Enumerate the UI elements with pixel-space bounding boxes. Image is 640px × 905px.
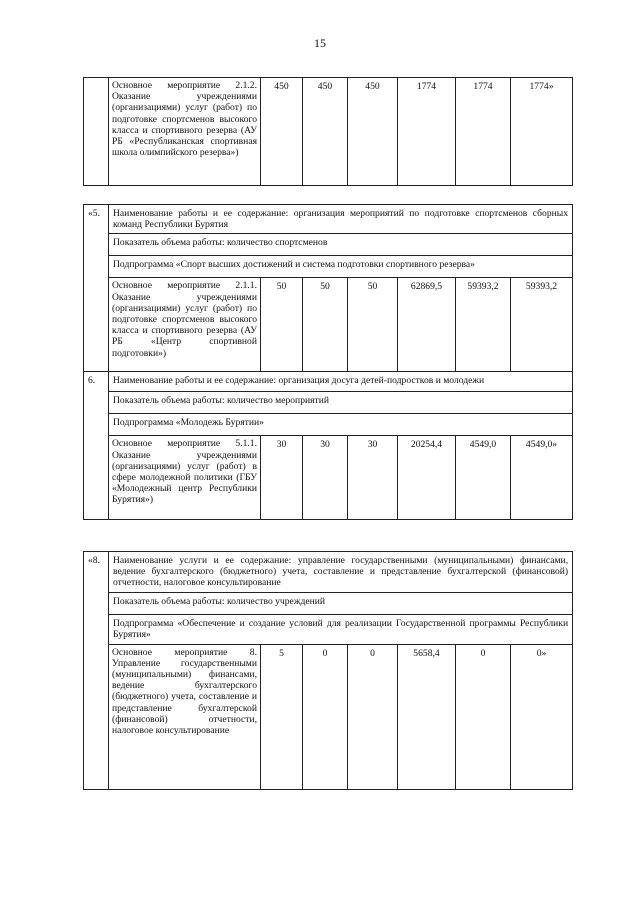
- value-cell: 450: [261, 78, 303, 186]
- event-cell: Основное мероприятие 8. Управление государственными (муниципальными) финансами, ведение бухгалтерского (бюджетного) учета, составление и представление бухгалтерской (финансовой) отчетности, налоговое консультирование: [109, 644, 261, 789]
- value-cell: 30: [348, 436, 398, 520]
- event-cell: Основное мероприятие 2.1.2. Оказание учреждениями (организациями) услуг (работ) по подготовке спортсменов высокого класса и спортивного резерва (АУ РБ «Республиканская спортивная школа олимпийского резерва»): [109, 78, 261, 186]
- indicator-row: [84, 392, 573, 414]
- value-cell: 450: [348, 78, 398, 186]
- table-row: [84, 78, 573, 186]
- section-title-row: [84, 552, 573, 593]
- table-row: [84, 278, 573, 372]
- event-cell: Основное мероприятие 5.1.1. Оказание учреждениями (организациями) услуг (работ) в сфере молодежной политики (ГБУ «Молодежный центр Республики Бурятия»): [109, 436, 261, 520]
- indicator-cell: Показатель объема работы: количество мероприятий: [109, 392, 573, 414]
- table-works: [83, 204, 573, 520]
- indicator-row: [84, 234, 573, 256]
- value-cell: 30: [303, 436, 348, 520]
- section-title: Наименование услуги и ее содержание: управление государственными (муниципальными) финансами, ведение бухгалтерского (бюджетного) учета, составление и представление бухгалтерской (финансовой) отчетности, налоговое консультирование: [109, 552, 573, 593]
- value-cell: 30: [261, 436, 303, 520]
- value-cell: 0: [303, 644, 348, 789]
- value-cell: 50: [261, 278, 303, 372]
- value-cell: 50: [303, 278, 348, 372]
- section-title: Наименование работы и ее содержание: организация досуга детей-подростков и молодежи: [109, 372, 573, 392]
- value-cell: 4549,0: [456, 436, 511, 520]
- value-cell: 59393,2: [511, 278, 573, 372]
- subprogram-row: [84, 614, 573, 644]
- section-number-cell: 6.: [84, 372, 109, 520]
- table-continuation: [83, 77, 573, 186]
- table-services: [83, 551, 573, 790]
- subprogram-cell: Подпрограмма «Спорт высших достижений и система подготовки спортивного резерва»: [109, 256, 573, 278]
- value-cell: 5658,4: [398, 644, 456, 789]
- value-cell: 50: [348, 278, 398, 372]
- section-number-cell: «5.: [84, 205, 109, 372]
- section-title-row: [84, 372, 573, 392]
- value-cell: 1774»: [511, 78, 573, 186]
- subprogram-row: [84, 414, 573, 436]
- value-cell: 20254,4: [398, 436, 456, 520]
- value-cell: 0: [456, 644, 511, 789]
- indicator-row: [84, 592, 573, 614]
- section-title: Наименование работы и ее содержание: организация мероприятий по подготовке спортсменов сборных команд Республики Бурятия: [109, 205, 573, 234]
- page-number: 15: [314, 36, 326, 50]
- subprogram-cell: Подпрограмма «Обеспечение и создание условий для реализации Государственной программы Республики Бурятия»: [109, 614, 573, 644]
- indicator-cell: Показатель объема работы: количество спортсменов: [109, 234, 573, 256]
- value-cell: 0: [348, 644, 398, 789]
- table-row: [84, 644, 573, 789]
- indicator-cell: Показатель объема работы: количество учреждений: [109, 592, 573, 614]
- row-number-cell: [84, 78, 109, 186]
- value-cell: 1774: [398, 78, 456, 186]
- table-row: [84, 436, 573, 520]
- section-title-row: [84, 205, 573, 234]
- value-cell: 62869,5: [398, 278, 456, 372]
- value-cell: 59393,2: [456, 278, 511, 372]
- value-cell: 4549,0»: [511, 436, 573, 520]
- value-cell: 5: [261, 644, 303, 789]
- value-cell: 0»: [511, 644, 573, 789]
- subprogram-cell: Подпрограмма «Молодежь Бурятии»: [109, 414, 573, 436]
- value-cell: 1774: [456, 78, 511, 186]
- section-number-cell: «8.: [84, 552, 109, 790]
- subprogram-row: [84, 256, 573, 278]
- value-cell: 450: [303, 78, 348, 186]
- event-cell: Основное мероприятие 2.1.1. Оказание учреждениями (организациями) услуг (работ) по подготовке спортсменов высокого класса и спортивного резерва (АУ РБ «Центр спортивной подготовки»): [109, 278, 261, 372]
